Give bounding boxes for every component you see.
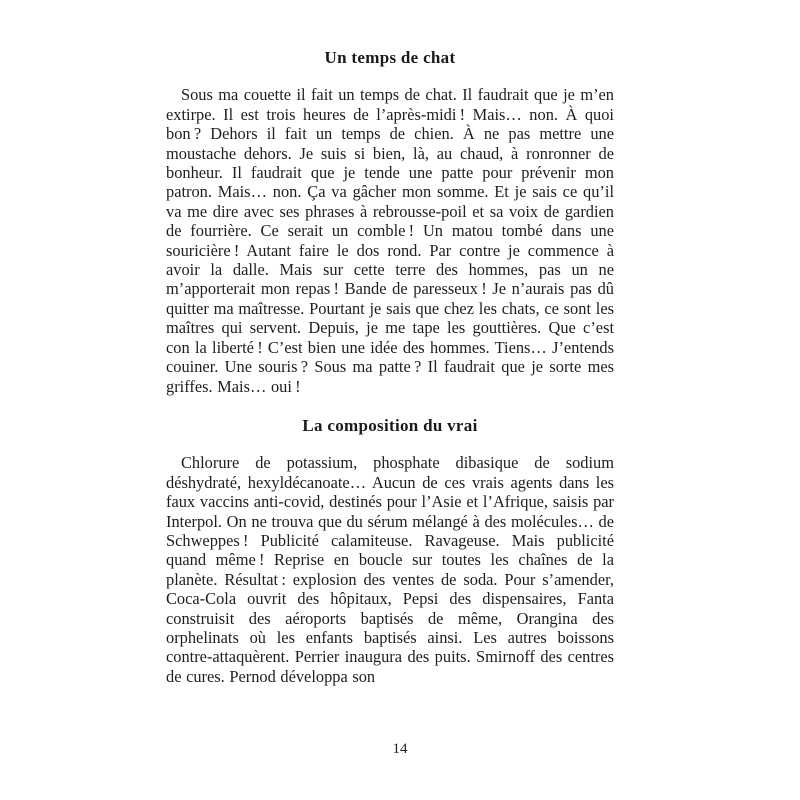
body-paragraph: Sous ma couette il fait un temps de chat. Il faudrait que je m’en extirpe. Il est trois heures de l’après-midi ! Mais… non. À quoi bon ? Dehors il fait un temps de chien. À ne pas mettre une moustache dehors. Je suis si bien, là, au chaud, à ronronner de bonheur. Il faudrait que je tende une patte pour prévenir mon patron. Mais… non. Ça va gâcher mon somme. Et je sais ce qu’il va me dire avec ses phrases à rebrousse-poil et sa voix de gardien de fourrière. Ce serait un comble ! Un matou tombé dans une souricière ! Autant faire le dos rond. Par contre je commence à avoir la dalle. Mais sur cette terre des hommes, pas un ne m’apporterait mon repas ! Bande de paresseux ! Je n’aurais pas dû quitter ma maîtresse. Pourtant je sais que chez les chats, ce sont les maîtres qui servent. Depuis, je me tape les gouttières. Que c’est con la liberté ! C’est bien une idée des hommes. Tiens… J’entends couiner. Une souris ? Sous ma patte ? Il faudrait que je sorte mes griffes. Mais… oui ! — [166, 85, 614, 396]
page-number: 14 — [392, 741, 408, 757]
section-un-temps-de-chat — [166, 48, 614, 396]
body-paragraph: Chlorure de potassium, phosphate dibasique de sodium déshydraté, hexyldécanoate… Aucun de ces vrais agents dans les faux vaccins anti-covid, destinés pour l’Asie et l’Afrique, saisis par Interpol. On ne trouva que du sérum mélangé à des molécules… de Schweppes ! Publicité calamiteuse. Ravageuse. Mais publicité quand même ! Reprise en boucle sur toutes les chaînes de la planète. Résultat : explosion des ventes de soda. Pour s’amender, Coca-Cola ouvrit des hôpitaux, Pepsi des dispensaires, Fanta construisit des aéroports baptisés de même, Orangina des orphelinats où les enfants baptisés ainsi. Les autres boissons contre-attaquèrent. Perrier inaugura des puits. Smirnoff des centres de cures. Pernod développa son — [166, 453, 614, 686]
section-la-composition-du-vrai — [166, 416, 614, 686]
text-column — [166, 48, 614, 686]
section-title: La composition du vrai — [302, 415, 478, 435]
section-title: Un temps de chat — [324, 48, 456, 67]
